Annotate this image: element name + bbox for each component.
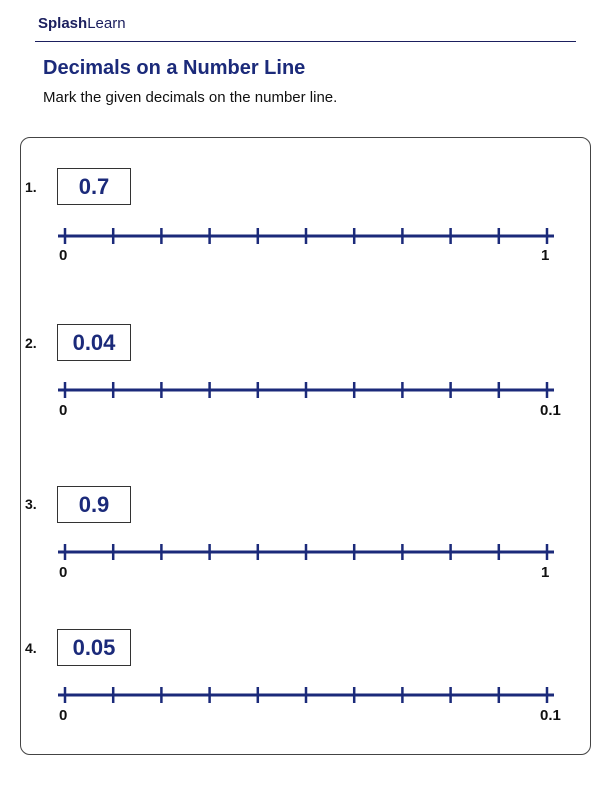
number-line[interactable] bbox=[55, 541, 557, 563]
instructions: Mark the given decimals on the number line. bbox=[43, 89, 338, 106]
question-number: 3. bbox=[25, 496, 37, 512]
end-label: 1 bbox=[541, 564, 550, 581]
brand-logo-bold: Splash bbox=[38, 15, 88, 32]
question-number: 1. bbox=[25, 179, 37, 195]
header-divider bbox=[35, 41, 576, 42]
end-label: 1 bbox=[541, 247, 550, 264]
number-line[interactable] bbox=[55, 684, 557, 706]
brand-logo-light: Learn bbox=[87, 15, 126, 32]
question-number: 4. bbox=[25, 640, 37, 656]
question-value-box: 0.9 bbox=[57, 486, 131, 523]
start-label: 0 bbox=[59, 247, 68, 264]
question-number: 2. bbox=[25, 335, 37, 351]
end-label: 0.1 bbox=[540, 707, 561, 724]
start-label: 0 bbox=[59, 402, 68, 419]
end-label: 0.1 bbox=[540, 402, 561, 419]
start-label: 0 bbox=[59, 564, 68, 581]
page-title: Decimals on a Number Line bbox=[43, 57, 306, 79]
start-label: 0 bbox=[59, 707, 68, 724]
number-line[interactable] bbox=[55, 225, 557, 247]
brand-logo bbox=[38, 15, 126, 32]
question-value-box: 0.04 bbox=[57, 324, 131, 361]
question-value-box: 0.05 bbox=[57, 629, 131, 666]
number-line[interactable] bbox=[55, 379, 557, 401]
question-value-box: 0.7 bbox=[57, 168, 131, 205]
